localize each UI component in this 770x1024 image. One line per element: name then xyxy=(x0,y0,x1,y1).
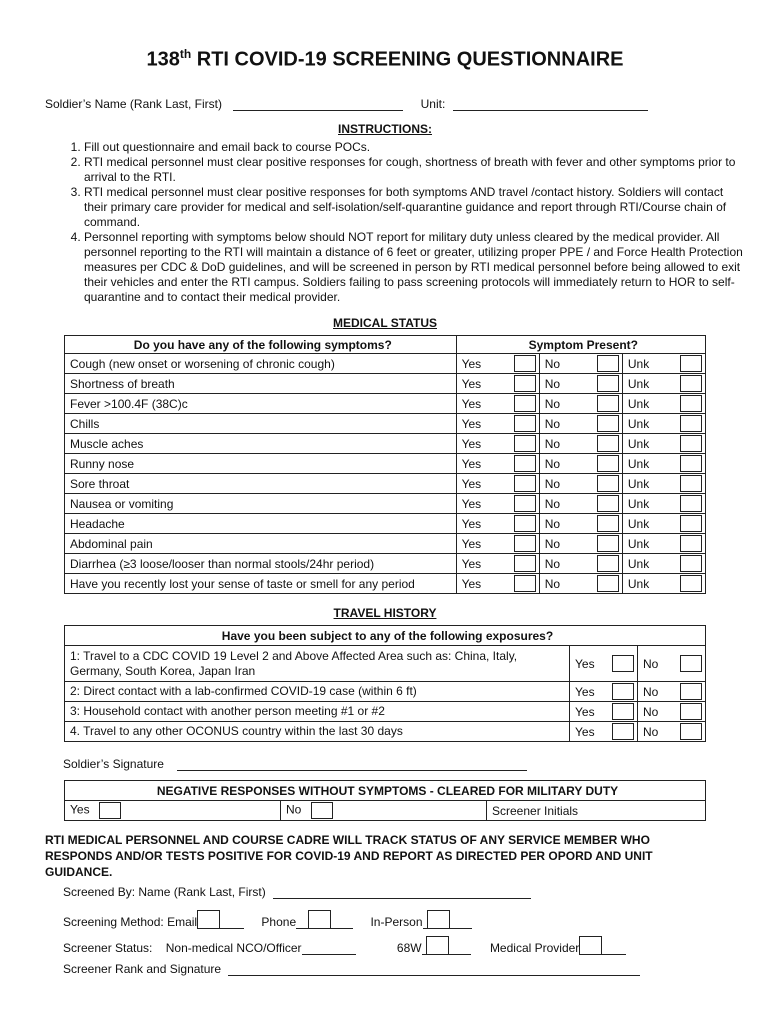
symptom-unk-checkbox[interactable] xyxy=(680,555,702,572)
instruction-item: 3. RTI medical personnel must clear positive responses for both symptoms AND travel /contact history. Soldiers will contact their primary care provider for medical and self-isolation/self-quarantine guidance and report through RTI/Course chain of command. xyxy=(84,185,744,230)
symptom-no-checkbox[interactable] xyxy=(597,575,619,592)
exposure-label: 3: Household contact with another person meeting #1 or #2 xyxy=(65,702,570,722)
symptom-yes-label: Yes xyxy=(461,396,482,411)
non-medical-label: Non-medical NCO/Officer xyxy=(165,941,302,955)
symptom-row xyxy=(65,394,706,414)
symptom-no-cell xyxy=(539,394,622,414)
symptom-unk-cell xyxy=(622,554,705,574)
symptom-unk-label: Unk xyxy=(627,396,650,411)
symptom-unk-cell xyxy=(622,454,705,474)
symptom-no-checkbox[interactable] xyxy=(597,455,619,472)
symptom-yes-checkbox[interactable] xyxy=(514,575,536,592)
symptom-no-cell xyxy=(539,494,622,514)
symptom-unk-cell xyxy=(622,394,705,414)
soldier-name-field[interactable] xyxy=(233,110,403,111)
68w-checkbox[interactable] xyxy=(426,936,449,955)
medical-provider-checkbox[interactable] xyxy=(579,936,602,955)
symptom-label: Fever >100.4F (38C)c xyxy=(65,394,457,414)
symptom-label: Headache xyxy=(65,514,457,534)
symptom-row xyxy=(65,534,706,554)
exposure-row xyxy=(65,702,706,722)
screened-by-label: Screened By: Name (Rank Last, First) xyxy=(63,885,266,899)
symptom-no-cell xyxy=(539,514,622,534)
symptom-no-cell xyxy=(539,374,622,394)
symptom-no-cell xyxy=(539,434,622,454)
instruction-item: 1. Fill out questionnaire and email back to course POCs. xyxy=(84,140,744,155)
screening-method-row xyxy=(63,910,472,929)
symptom-unk-label: Unk xyxy=(627,576,650,591)
symptom-yes-checkbox[interactable] xyxy=(514,435,536,452)
symptom-yes-cell xyxy=(456,374,539,394)
symptom-row xyxy=(65,434,706,454)
soldier-name-label: Soldier’s Name (Rank Last, First) xyxy=(45,97,222,111)
symptom-yes-label: Yes xyxy=(461,416,482,431)
symptom-yes-label: Yes xyxy=(461,476,482,491)
negative-responses-heading: NEGATIVE RESPONSES WITHOUT SYMPTOMS - CLEARED FOR MILITARY DUTY xyxy=(65,781,706,801)
exposure-no-label: No xyxy=(643,684,659,699)
symptom-yes-label: Yes xyxy=(461,536,482,551)
symptom-unk-cell xyxy=(622,434,705,454)
symptom-label: Chills xyxy=(65,414,457,434)
symptom-no-cell xyxy=(539,534,622,554)
exposure-yes-label: Yes xyxy=(575,684,595,699)
exposure-yes-cell xyxy=(570,722,638,742)
screener-initials-label: Screener Initials xyxy=(492,803,579,818)
exposure-row xyxy=(65,722,706,742)
negative-responses-table xyxy=(64,780,706,821)
symptom-unk-cell xyxy=(622,374,705,394)
symptom-yes-checkbox[interactable] xyxy=(514,535,536,552)
exposure-label: 4. Travel to any other OCONUS country within the last 30 days xyxy=(65,722,570,742)
screener-rank-signature-field[interactable] xyxy=(228,975,640,976)
exposure-yes-label: Yes xyxy=(575,704,595,719)
symptom-no-cell xyxy=(539,554,622,574)
exposure-no-checkbox[interactable] xyxy=(680,655,702,672)
travel-history-table xyxy=(64,625,706,742)
exposures-column-header: Have you been subject to any of the following exposures? xyxy=(65,626,706,646)
screened-by-field[interactable] xyxy=(273,898,531,899)
unit-field[interactable] xyxy=(453,110,648,111)
68w-label: 68W xyxy=(396,941,422,955)
negative-yes-cell xyxy=(65,801,281,821)
exposure-yes-cell xyxy=(570,682,638,702)
exposure-label: 1: Travel to a CDC COVID 19 Level 2 and Above Affected Area such as: China, Italy, Germany, South Korea, Japan Iran xyxy=(65,646,570,682)
symptom-yes-checkbox[interactable] xyxy=(514,475,536,492)
symptom-yes-checkbox[interactable] xyxy=(514,415,536,432)
symptom-yes-cell xyxy=(456,534,539,554)
symptom-no-checkbox[interactable] xyxy=(597,515,619,532)
screener-status-row xyxy=(63,936,626,955)
symptom-unk-cell xyxy=(622,534,705,554)
symptom-unk-checkbox[interactable] xyxy=(680,375,702,392)
instruction-item: 4. Personnel reporting with symptoms below should NOT report for military duty unless cleared by the medical provider. All personnel reporting to the RTI will maintain a distance of 6 feet or greater, utilizing proper PPE / and Force Health Protection measures per CDC & DoD guidelines, and will be screened in person by RTI medical personnel before being allowed to exit their vehicles and enter the RTI campus. Soldiers failing to pass screening protocols will immediately return to HOR to self-quarantine and to contact their medical provider. xyxy=(84,230,744,305)
symptom-no-label: No xyxy=(544,476,561,491)
symptom-yes-checkbox[interactable] xyxy=(514,355,536,372)
symptom-unk-checkbox[interactable] xyxy=(680,395,702,412)
symptom-label: Diarrhea (≥3 loose/looser than normal stools/24hr period) xyxy=(65,554,457,574)
symptom-row xyxy=(65,514,706,534)
exposure-row xyxy=(65,682,706,702)
symptom-row xyxy=(65,354,706,374)
symptom-unk-checkbox[interactable] xyxy=(680,475,702,492)
symptom-no-checkbox[interactable] xyxy=(597,395,619,412)
symptom-unk-checkbox[interactable] xyxy=(680,455,702,472)
screener-rank-signature-row xyxy=(63,962,640,976)
exposure-no-checkbox[interactable] xyxy=(680,703,702,720)
symptom-yes-label: Yes xyxy=(461,376,482,391)
soldier-name-row xyxy=(45,97,648,111)
negative-no-cell xyxy=(281,801,487,821)
symptom-unk-cell xyxy=(622,354,705,374)
exposure-yes-checkbox[interactable] xyxy=(612,683,634,700)
symptom-yes-cell xyxy=(456,514,539,534)
symptom-unk-cell xyxy=(622,474,705,494)
medical-provider-label: Medical Provider xyxy=(489,941,580,955)
symptom-no-label: No xyxy=(544,496,561,511)
instructions-heading: INSTRUCTIONS: xyxy=(338,122,432,136)
symptom-unk-cell xyxy=(622,574,705,594)
symptom-unk-label: Unk xyxy=(627,456,650,471)
exposure-no-label: No xyxy=(643,724,659,739)
screened-by-row xyxy=(63,885,531,899)
symptom-yes-cell xyxy=(456,354,539,374)
symptom-unk-checkbox[interactable] xyxy=(680,575,702,592)
symptom-no-checkbox[interactable] xyxy=(597,355,619,372)
exposure-no-label: No xyxy=(643,704,659,719)
negative-yes-checkbox[interactable] xyxy=(99,802,121,819)
phone-label: Phone xyxy=(261,915,297,929)
symptom-unk-label: Unk xyxy=(627,476,650,491)
symptoms-column-header: Do you have any of the following symptoms? xyxy=(65,336,457,354)
travel-history-heading: TRAVEL HISTORY xyxy=(333,606,437,620)
symptom-unk-label: Unk xyxy=(627,356,650,371)
symptom-no-label: No xyxy=(544,556,561,571)
symptom-label: Cough (new onset or worsening of chronic cough) xyxy=(65,354,457,374)
exposure-no-checkbox[interactable] xyxy=(680,723,702,740)
symptom-yes-cell xyxy=(456,554,539,574)
screener-rank-signature-label: Screener Rank and Signature xyxy=(63,962,222,976)
symptom-no-checkbox[interactable] xyxy=(597,375,619,392)
symptom-label: Nausea or vomiting xyxy=(65,494,457,514)
symptom-yes-cell xyxy=(456,474,539,494)
symptom-yes-cell xyxy=(456,494,539,514)
symptom-no-cell xyxy=(539,574,622,594)
instructions-list xyxy=(60,140,744,305)
symptom-no-label: No xyxy=(544,576,561,591)
symptom-yes-checkbox[interactable] xyxy=(514,395,536,412)
negative-yes-label: Yes xyxy=(70,802,90,817)
symptom-yes-label: Yes xyxy=(461,576,482,591)
screening-method-label: Screening Method: Email xyxy=(63,915,198,929)
symptom-unk-label: Unk xyxy=(627,416,650,431)
symptom-no-label: No xyxy=(544,376,561,391)
symptom-unk-label: Unk xyxy=(627,536,650,551)
exposure-yes-cell xyxy=(570,646,638,682)
symptom-yes-cell xyxy=(456,414,539,434)
in-person-label: In-Person xyxy=(370,915,423,929)
exposure-no-cell xyxy=(638,702,706,722)
in-person-checkbox[interactable] xyxy=(427,910,450,929)
symptom-no-checkbox[interactable] xyxy=(597,435,619,452)
symptom-no-checkbox[interactable] xyxy=(597,475,619,492)
symptom-label: Shortness of breath xyxy=(65,374,457,394)
symptom-unk-checkbox[interactable] xyxy=(680,535,702,552)
symptom-no-label: No xyxy=(544,396,561,411)
symptom-unk-cell xyxy=(622,514,705,534)
exposure-row xyxy=(65,646,706,682)
non-medical-field[interactable] xyxy=(302,954,356,955)
symptom-yes-label: Yes xyxy=(461,556,482,571)
exposure-no-cell xyxy=(638,682,706,702)
symptom-row xyxy=(65,474,706,494)
symptom-unk-label: Unk xyxy=(627,436,650,451)
symptom-unk-label: Unk xyxy=(627,496,650,511)
phone-checkbox[interactable] xyxy=(308,910,331,929)
symptom-unk-checkbox[interactable] xyxy=(680,515,702,532)
symptom-yes-checkbox[interactable] xyxy=(514,495,536,512)
symptom-no-label: No xyxy=(544,456,561,471)
negative-no-checkbox[interactable] xyxy=(311,802,333,819)
symptom-row xyxy=(65,374,706,394)
symptom-row xyxy=(65,494,706,514)
symptom-label: Abdominal pain xyxy=(65,534,457,554)
symptom-no-checkbox[interactable] xyxy=(597,555,619,572)
symptom-yes-cell xyxy=(456,434,539,454)
symptom-yes-checkbox[interactable] xyxy=(514,455,536,472)
negative-no-label: No xyxy=(286,802,302,817)
exposure-yes-label: Yes xyxy=(575,656,595,671)
exposure-yes-checkbox[interactable] xyxy=(612,655,634,672)
symptom-no-label: No xyxy=(544,536,561,551)
screener-status-label: Screener Status: xyxy=(63,941,153,955)
soldier-signature-field[interactable] xyxy=(177,770,527,771)
symptom-no-checkbox[interactable] xyxy=(597,415,619,432)
symptom-unk-label: Unk xyxy=(627,376,650,391)
symptom-no-checkbox[interactable] xyxy=(597,495,619,512)
symptom-no-checkbox[interactable] xyxy=(597,535,619,552)
symptom-label: Sore throat xyxy=(65,474,457,494)
email-checkbox[interactable] xyxy=(197,910,220,929)
symptom-yes-label: Yes xyxy=(461,516,482,531)
symptom-row xyxy=(65,554,706,574)
symptom-row xyxy=(65,574,706,594)
symptom-unk-checkbox[interactable] xyxy=(680,415,702,432)
symptom-unk-checkbox[interactable] xyxy=(680,435,702,452)
exposure-label: 2: Direct contact with a lab-confirmed COVID-19 case (within 6 ft) xyxy=(65,682,570,702)
page-title: 138th RTI COVID-19 SCREENING QUESTIONNAIRE xyxy=(146,47,624,71)
symptom-yes-label: Yes xyxy=(461,456,482,471)
symptom-unk-checkbox[interactable] xyxy=(680,355,702,372)
soldier-signature-row xyxy=(63,757,527,771)
symptom-row xyxy=(65,454,706,474)
symptom-yes-label: Yes xyxy=(461,496,482,511)
symptom-no-label: No xyxy=(544,436,561,451)
soldier-signature-label: Soldier’s Signature xyxy=(63,757,164,771)
symptom-unk-cell xyxy=(622,494,705,514)
symptom-yes-cell xyxy=(456,574,539,594)
symptom-label: Runny nose xyxy=(65,454,457,474)
exposure-no-checkbox[interactable] xyxy=(680,683,702,700)
symptom-yes-cell xyxy=(456,394,539,414)
symptom-no-cell xyxy=(539,414,622,434)
symptom-no-label: No xyxy=(544,356,561,371)
symptom-no-label: No xyxy=(544,416,561,431)
symptom-no-cell xyxy=(539,354,622,374)
exposure-no-label: No xyxy=(643,656,659,671)
symptom-yes-label: Yes xyxy=(461,356,482,371)
symptom-yes-checkbox[interactable] xyxy=(514,375,536,392)
symptom-unk-checkbox[interactable] xyxy=(680,495,702,512)
medical-status-table xyxy=(64,335,706,594)
symptom-row xyxy=(65,414,706,434)
screener-initials-cell[interactable] xyxy=(487,801,706,821)
symptom-present-column-header: Symptom Present? xyxy=(456,336,705,354)
symptom-no-cell xyxy=(539,454,622,474)
exposure-no-cell xyxy=(638,646,706,682)
symptom-yes-cell xyxy=(456,454,539,474)
symptom-unk-label: Unk xyxy=(627,556,650,571)
symptom-yes-checkbox[interactable] xyxy=(514,555,536,572)
symptom-unk-label: Unk xyxy=(627,516,650,531)
exposure-yes-label: Yes xyxy=(575,724,595,739)
symptom-label: Have you recently lost your sense of taste or smell for any period xyxy=(65,574,457,594)
symptom-yes-checkbox[interactable] xyxy=(514,515,536,532)
symptom-no-label: No xyxy=(544,516,561,531)
symptom-no-cell xyxy=(539,474,622,494)
unit-label: Unit: xyxy=(420,97,446,111)
exposure-yes-checkbox[interactable] xyxy=(612,703,634,720)
instruction-item: 2. RTI medical personnel must clear positive responses for cough, shortness of breath with fever and other symptoms prior to arrival to the RTI. xyxy=(84,155,744,185)
exposure-yes-checkbox[interactable] xyxy=(612,723,634,740)
symptom-label: Muscle aches xyxy=(65,434,457,454)
symptom-yes-label: Yes xyxy=(461,436,482,451)
tracking-notice: RTI MEDICAL PERSONNEL AND COURSE CADRE WILL TRACK STATUS OF ANY SERVICE MEMBER WHO RESPONDS AND/OR TESTS POSITIVE FOR COVID-19 AND REPORT AS DIRECTED PER OPORD AND UNIT GUIDANCE. xyxy=(45,833,653,879)
exposure-no-cell xyxy=(638,722,706,742)
exposure-yes-cell xyxy=(570,702,638,722)
symptom-unk-cell xyxy=(622,414,705,434)
medical-status-heading: MEDICAL STATUS xyxy=(333,316,437,330)
